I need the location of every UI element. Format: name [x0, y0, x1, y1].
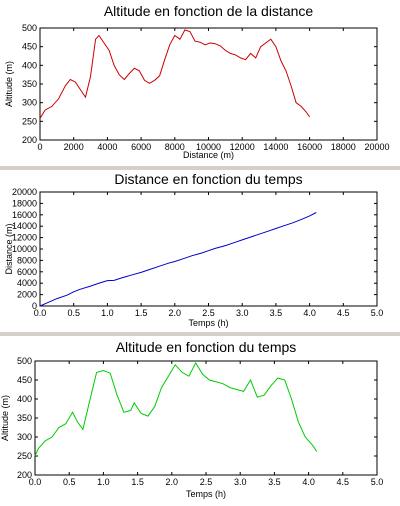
chart-title: Altitude en fonction de la distance — [103, 3, 314, 19]
y-tick-label: 500 — [21, 23, 37, 33]
x-tick-label: 4.0 — [302, 477, 315, 487]
y-tick-label: 8000 — [16, 255, 37, 266]
y-tick-label: 450 — [21, 41, 37, 52]
x-tick-label: 8000 — [164, 142, 185, 152]
x-axis-label: Temps (h) — [185, 489, 227, 499]
x-tick-label: 0.0 — [33, 308, 47, 318]
panel-separator — [0, 166, 400, 170]
y-tick-label: 16000 — [11, 209, 37, 220]
y-tick-label: 200 — [16, 470, 32, 480]
x-tick-label: 0.0 — [28, 477, 42, 487]
x-tick-label: 3.5 — [269, 308, 283, 318]
chart-title: Altitude en fonction du temps — [115, 339, 297, 355]
y-tick-label: 6000 — [16, 266, 37, 277]
x-tick-label: 3.5 — [268, 477, 281, 487]
x-tick-label: 4.0 — [303, 308, 316, 318]
y-tick-label: 300 — [16, 432, 32, 442]
y-tick-label: 450 — [16, 375, 32, 385]
x-tick-label: 16000 — [297, 142, 323, 152]
x-axis-label: Temps (h) — [188, 318, 229, 328]
x-tick-label: 3.0 — [233, 477, 247, 487]
x-tick-label: 1.5 — [131, 477, 144, 487]
x-tick-label: 0.5 — [67, 308, 80, 318]
x-tick-label: 2.5 — [202, 308, 215, 318]
x-axis-label: Distance (m) — [182, 150, 235, 160]
chart-title: Distance en fonction du temps — [114, 171, 303, 187]
x-tick-label: 4000 — [97, 142, 118, 152]
y-tick-label: 20000 — [11, 187, 37, 197]
y-tick-label: 500 — [16, 356, 32, 366]
y-tick-label: 400 — [21, 60, 37, 71]
y-tick-label: 400 — [16, 394, 32, 404]
x-tick-label: 2.5 — [199, 477, 213, 487]
y-tick-label: 18000 — [11, 198, 37, 209]
x-tick-label: 2000 — [63, 142, 84, 152]
x-tick-label: 2.0 — [168, 308, 182, 318]
plot-area — [40, 192, 377, 306]
plot-area — [35, 361, 377, 475]
x-tick-label: 1.0 — [101, 308, 114, 318]
y-tick-label: 4000 — [16, 278, 37, 289]
x-tick-label: 2.0 — [165, 477, 179, 487]
x-tick-label: 5.0 — [370, 308, 384, 318]
x-tick-label: 6000 — [131, 142, 152, 152]
x-tick-label: 18000 — [330, 142, 356, 152]
y-tick-label: 0 — [31, 301, 37, 311]
y-axis-label: Altitude (m) — [4, 60, 14, 108]
y-tick-label: 14000 — [11, 221, 37, 232]
y-tick-label: 350 — [21, 79, 37, 89]
y-tick-label: 250 — [21, 116, 37, 127]
x-tick-label: 3.0 — [235, 308, 249, 318]
y-tick-label: 300 — [21, 97, 37, 108]
y-tick-label: 2000 — [16, 289, 37, 300]
x-tick-label: 10000 — [195, 142, 222, 152]
x-tick-label: 1.5 — [134, 308, 148, 318]
y-axis-label: Distance (m) — [4, 223, 14, 275]
panel-separator — [0, 332, 400, 336]
y-tick-label: 350 — [16, 413, 32, 423]
x-tick-label: 12000 — [229, 142, 255, 152]
plot-area — [40, 28, 377, 140]
y-tick-label: 10000 — [11, 244, 37, 254]
y-tick-label: 200 — [21, 135, 37, 145]
y-tick-label: 12000 — [11, 232, 37, 243]
chart-altitude-time — [0, 339, 383, 499]
x-tick-label: 4.5 — [336, 477, 350, 487]
y-tick-label: 250 — [16, 451, 32, 461]
x-tick-label: 4.5 — [337, 308, 350, 318]
x-tick-label: 0 — [37, 142, 43, 152]
y-axis-label: Altitude (m) — [0, 394, 10, 442]
x-tick-label: 14000 — [263, 142, 289, 152]
x-tick-label: 20000 — [364, 142, 390, 152]
x-tick-label: 0.5 — [62, 477, 76, 487]
x-tick-label: 5.0 — [370, 477, 384, 487]
x-tick-label: 1.0 — [97, 477, 110, 487]
chart-distance-time — [4, 171, 383, 328]
